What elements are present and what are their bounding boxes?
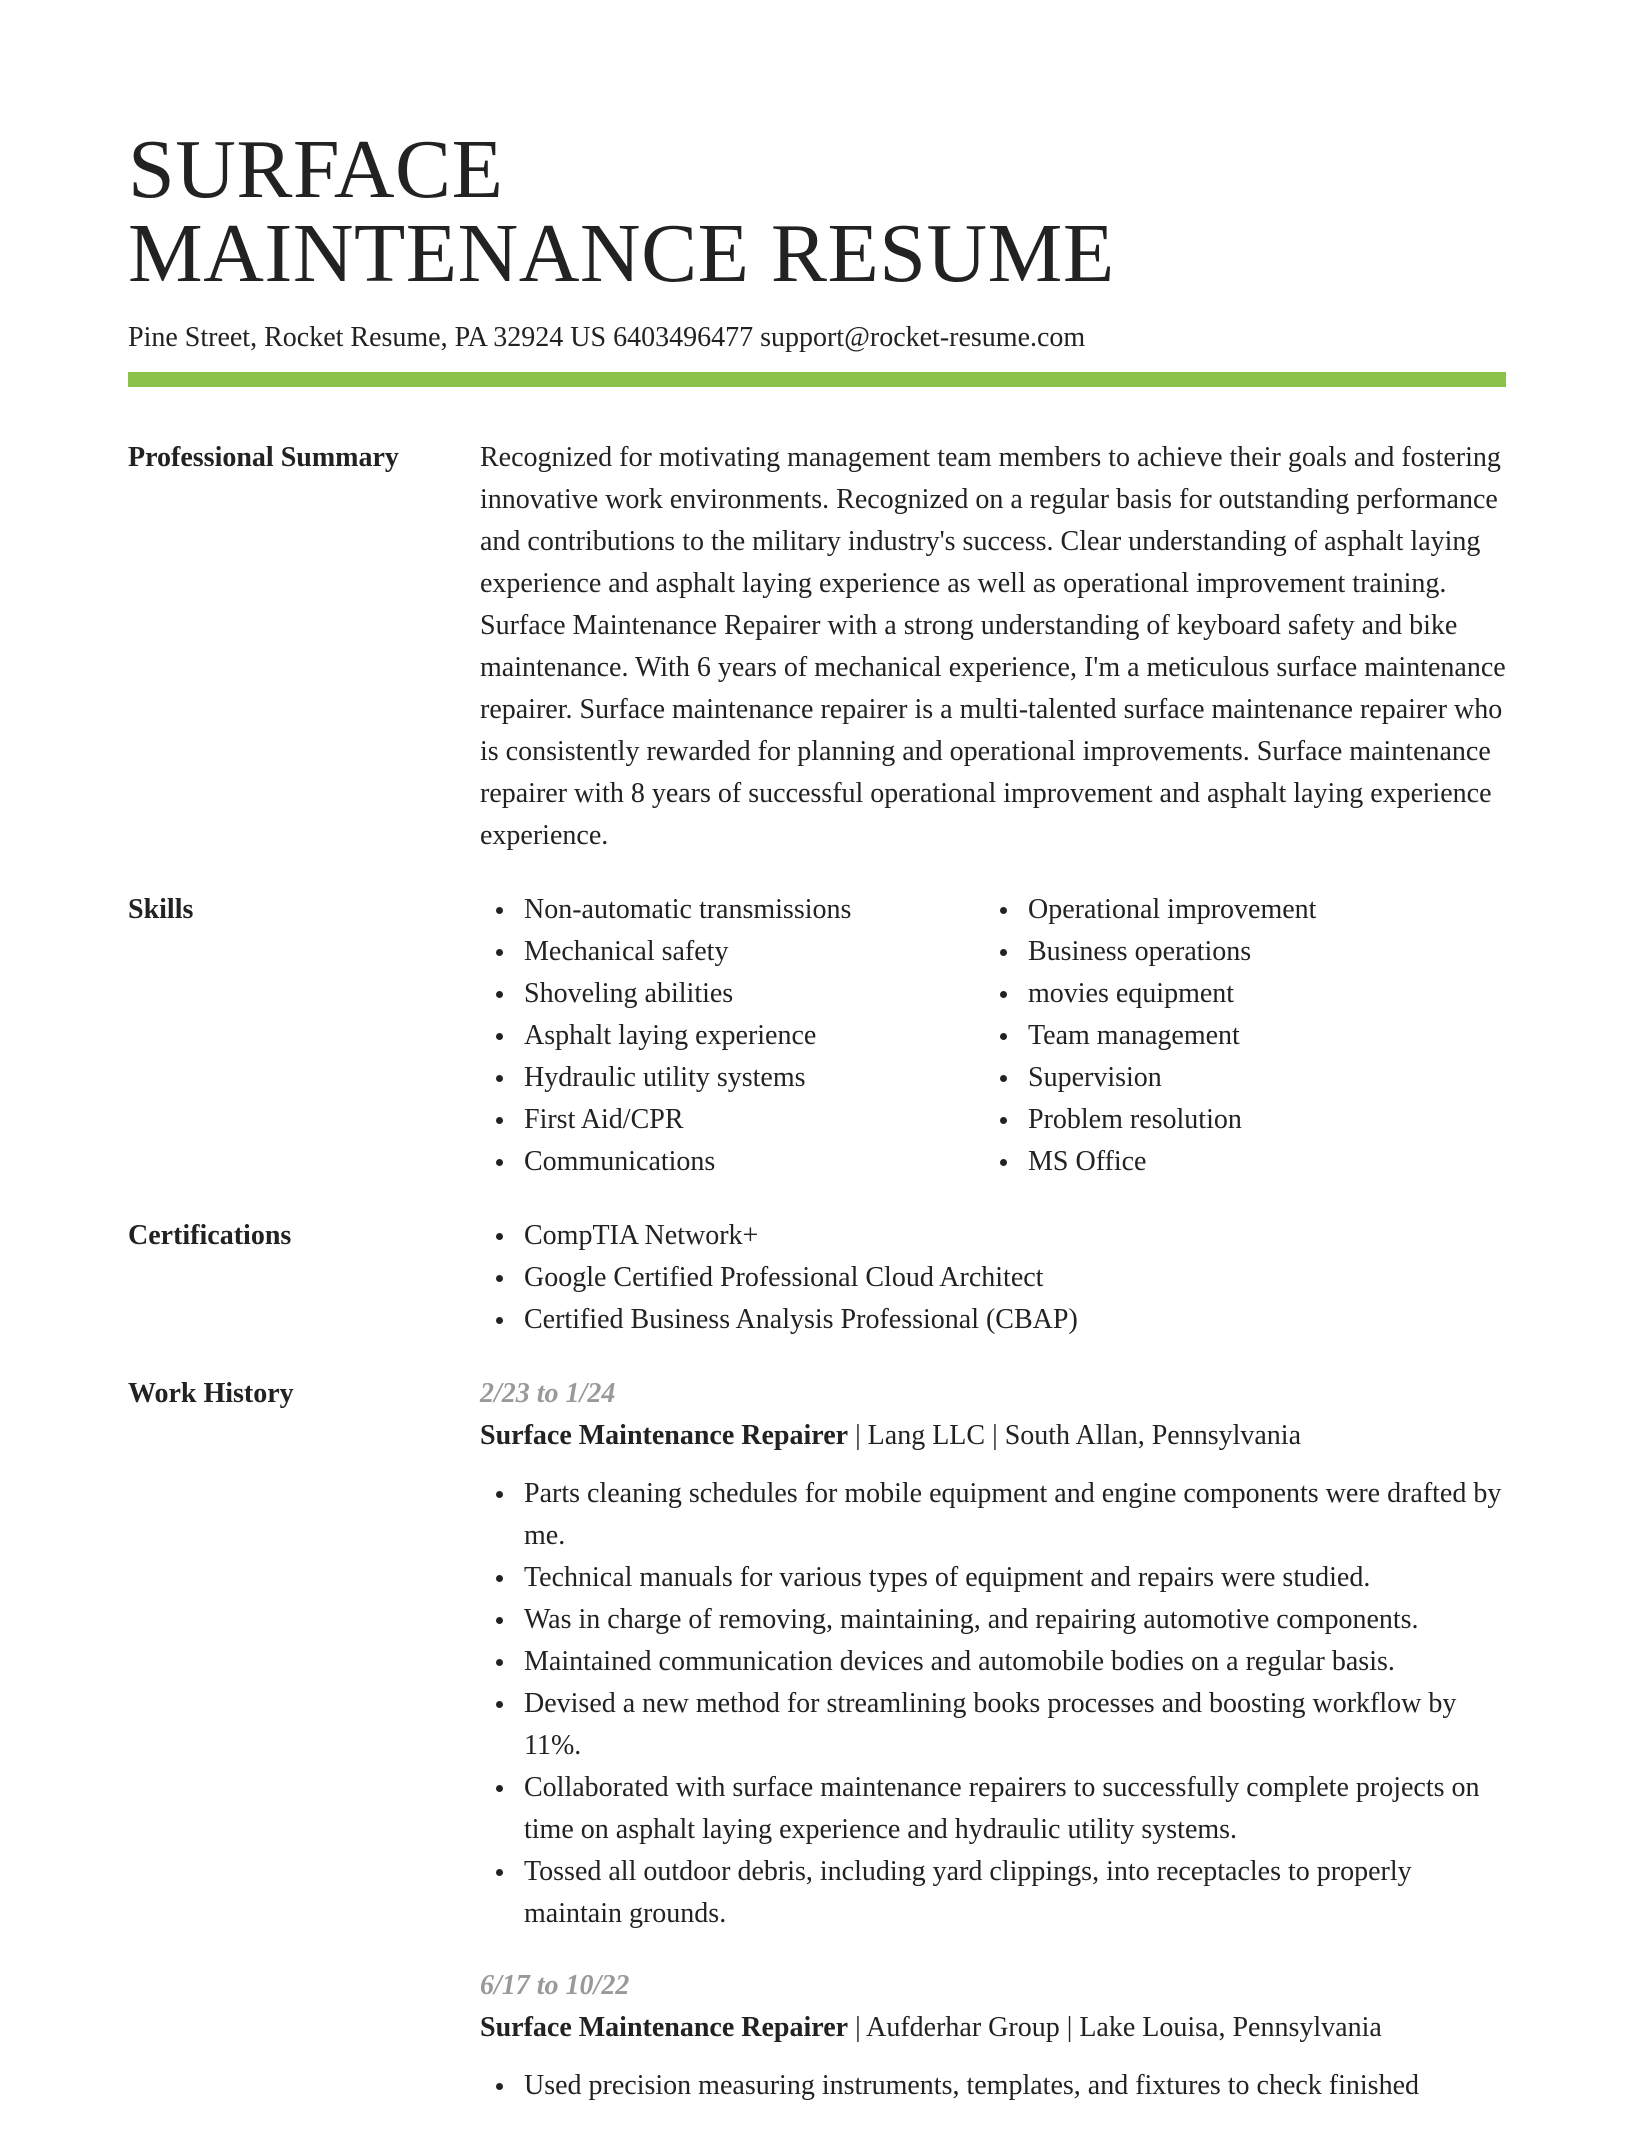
skills-section [128, 889, 1506, 1183]
skill-item: movies equipment [984, 973, 1488, 1015]
job-details: | Aufderhar Group | Lake Louisa, Pennsylvania [848, 2012, 1382, 2043]
skill-item: Operational improvement [984, 889, 1488, 931]
job-entry [480, 1965, 1506, 2107]
job-bullet: Technical manuals for various types of equipment and repairs were studied. [480, 1557, 1506, 1599]
resume-title [128, 0, 1506, 300]
work-history-section [128, 1373, 1506, 2137]
skill-item: MS Office [984, 1141, 1488, 1183]
skill-item: Communications [480, 1141, 984, 1183]
summary-heading: Professional Summary [128, 442, 399, 473]
job-bullet: Tossed all outdoor debris, including yard clippings, into receptacles to properly maintain grounds. [480, 1851, 1506, 1935]
job-bullet: Parts cleaning schedules for mobile equipment and engine components were drafted by me. [480, 1473, 1506, 1557]
certification-item: Certified Business Analysis Professional (CBAP) [480, 1299, 1506, 1341]
certifications-list [480, 1215, 1506, 1341]
job-title-line [480, 1415, 1506, 1457]
job-bullet: Used precision measuring instruments, templates, and fixtures to check finished [480, 2065, 1506, 2107]
certifications-section [128, 1215, 1506, 1341]
summary-text: Recognized for motivating management team members to achieve their goals and fostering innovative work environments. Recognized on a regular basis for outstanding performance and contributions to the military industry's success. Clear understanding of asphalt laying experience and asphalt laying experience as well as operational improvement training. Surface Maintenance Repairer with a strong understanding of keyboard safety and bike maintenance. With 6 years of mechanical experience, I'm a meticulous surface maintenance repairer. Surface maintenance repairer is a multi-talented surface maintenance repairer who is consistently rewarded for planning and operational improvements. Surface maintenance repairer with 8 years of successful operational improvement and asphalt laying experience experience. [480, 442, 1506, 851]
job-entry [480, 1373, 1506, 1935]
skill-item: Asphalt laying experience [480, 1015, 984, 1057]
contact-line: Pine Street, Rocket Resume, PA 32924 US 6403496477 support@rocket-resume.com [128, 322, 1086, 353]
skill-item: Non-automatic transmissions [480, 889, 984, 931]
certifications-heading: Certifications [128, 1220, 292, 1251]
skills-grid [480, 889, 1506, 1183]
skill-item: Supervision [984, 1057, 1488, 1099]
skills-heading: Skills [128, 894, 194, 925]
skill-item: Business operations [984, 931, 1488, 973]
skill-item: Shoveling abilities [480, 973, 984, 1015]
job-title-line [480, 2007, 1506, 2049]
job-bullet: Collaborated with surface maintenance repairers to successfully complete projects on time on asphalt laying experience and hydraulic utility systems. [480, 1767, 1506, 1851]
accent-divider [128, 372, 1506, 387]
skills-column-1 [480, 889, 984, 1183]
skill-item: Problem resolution [984, 1099, 1488, 1141]
certification-item: CompTIA Network+ [480, 1215, 1506, 1257]
resume-title-line-1: SURFACE [128, 123, 504, 216]
summary-section [128, 437, 1506, 857]
work-history-heading: Work History [128, 1378, 294, 1409]
job-bullet: Devised a new method for streamlining books processes and boosting workflow by 11%. [480, 1683, 1506, 1767]
skill-item: Team management [984, 1015, 1488, 1057]
job-title: Surface Maintenance Repairer [480, 1420, 849, 1451]
job-bullet: Was in charge of removing, maintaining, and repairing automotive components. [480, 1599, 1506, 1641]
job-details: | Lang LLC | South Allan, Pennsylvania [848, 1420, 1302, 1451]
skills-column-2 [984, 889, 1488, 1183]
job-dates: 2/23 to 1/24 [480, 1378, 616, 1409]
job-title: Surface Maintenance Repairer [480, 2012, 849, 2043]
resume-title-line-2: MAINTENANCE RESUME [128, 207, 1115, 300]
skill-item: Hydraulic utility systems [480, 1057, 984, 1099]
job-dates: 6/17 to 10/22 [480, 1970, 630, 2001]
job-bullet: Maintained communication devices and automobile bodies on a regular basis. [480, 1641, 1506, 1683]
job-bullets [480, 2065, 1506, 2107]
skill-item: Mechanical safety [480, 931, 984, 973]
resume-page [128, 0, 1506, 2137]
skill-item: First Aid/CPR [480, 1099, 984, 1141]
job-bullets [480, 1473, 1506, 1935]
certification-item: Google Certified Professional Cloud Architect [480, 1257, 1506, 1299]
